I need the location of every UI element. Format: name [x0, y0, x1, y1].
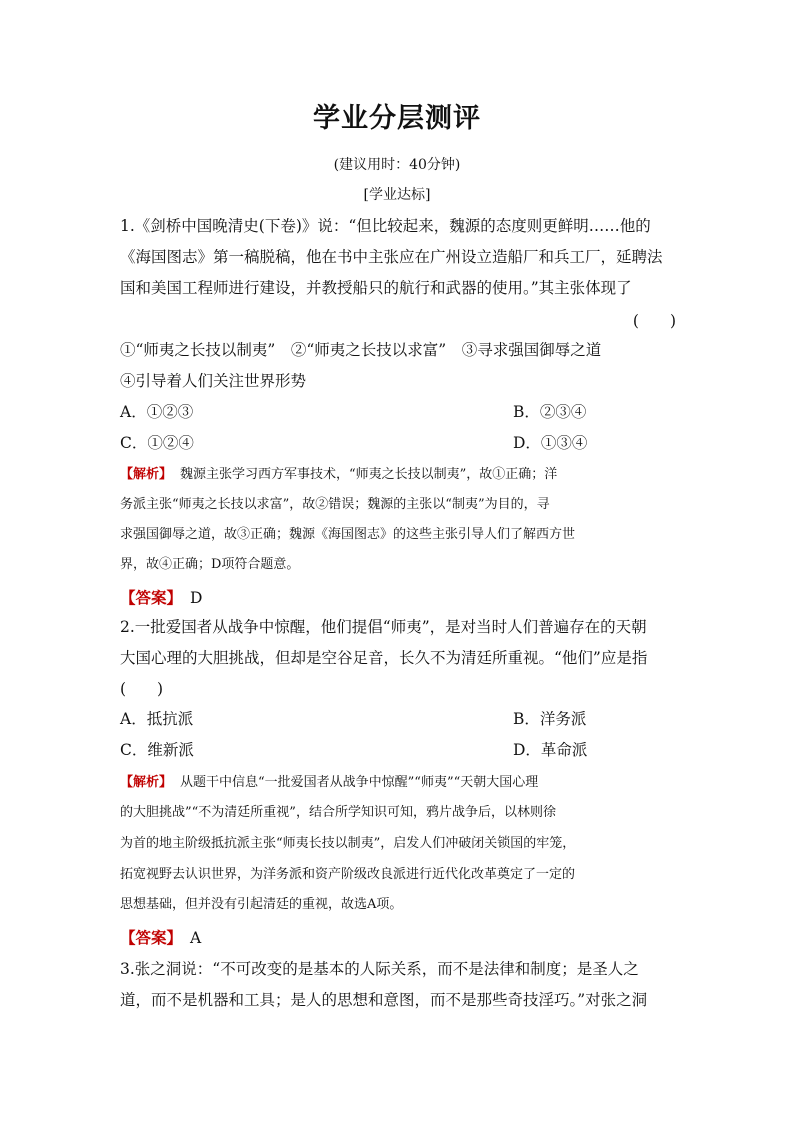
q2-option-b: B．洋务派 — [513, 710, 587, 728]
q2-answer-line — [120, 926, 676, 948]
q1-answer-paren: ( ) — [632, 312, 676, 330]
q1-stem-line: 《海国图志》第一稿脱稿，他在书中主张应在广州设立造船厂和兵工厂，延聘法 — [120, 248, 663, 266]
q1-analysis-line: 务派主张“师夷之长技以求富”，故②错误；魏源的主张以“制夷”为目的，寻 — [120, 497, 550, 512]
analysis-label: 【解析】 — [120, 775, 173, 790]
q1-option-b: B．②③④ — [513, 403, 587, 421]
answer-label: 【答案】 — [120, 928, 183, 947]
analysis-text: 从题干中信息“一批爱国者从战争中惊醒”“师夷”“天朝大国心理 — [180, 775, 539, 790]
q2-analysis-line — [120, 771, 676, 790]
q2-option-a: A．抵抗派 — [120, 710, 194, 728]
q2-option-c: C．维新派 — [120, 741, 194, 759]
analysis-text: 魏源主张学习西方军事技术，“师夷之长技以制夷”，故①正确；洋 — [180, 467, 558, 482]
q1-option-row — [120, 431, 676, 453]
q1-option-a: A．①②③ — [120, 403, 194, 421]
section-heading: [学业达标] — [363, 187, 431, 203]
q2-option-row — [120, 738, 676, 760]
q3-stem-line: 道，而不是机器和工具；是人的思想和意图，而不是那些奇技淫巧。”对张之洞 — [120, 991, 648, 1009]
q1-stem-line: 1.《剑桥中国晚清史(下卷)》说：“但比较起来，魏源的态度则更鲜明……他的 — [120, 217, 651, 235]
q1-analysis-line — [120, 463, 676, 482]
answer-value: D — [190, 589, 203, 607]
page-title: 学业分层测评 — [313, 103, 481, 134]
analysis-label: 【解析】 — [120, 467, 173, 482]
q2-stem-line: 大国心理的大胆挑战，但却是空谷足音，长久不为清廷所重视。“他们”应是指 — [120, 649, 648, 667]
q2-analysis-line: 为首的地主阶级抵抗派主张“师夷长技以制夷”，启发人们冲破闭关锁国的牢笼， — [120, 836, 576, 851]
q1-analysis-line: 求强国御辱之道，故③正确；魏源《海国图志》的这些主张引导人们了解西方世 — [120, 527, 576, 542]
q2-option-row — [120, 707, 676, 729]
q1-option-d: D．①③④ — [513, 434, 588, 452]
q1-items-line: ①“师夷之长技以制夷” ②“师夷之长技以求富” ③寻求强国御辱之道 — [120, 341, 602, 359]
q2-option-d: D．革命派 — [513, 741, 588, 759]
q1-analysis-line: 界，故④正确；D项符合题意。 — [120, 557, 300, 572]
time-hint: (建议用时：40分钟) — [333, 157, 461, 173]
q2-stem-line: 2.一批爱国者从战争中惊醒，他们提倡“师夷”，是对当时人们普遍存在的天朝 — [120, 618, 647, 636]
q2-stem-line: ( ) — [120, 680, 164, 698]
q1-option-row — [120, 400, 676, 422]
q1-stem-line: 国和美国工程师进行建设，并教授船只的航行和武器的使用。”其主张体现了 — [120, 279, 632, 297]
answer-value: A — [190, 929, 202, 947]
answer-label: 【答案】 — [120, 588, 183, 607]
q1-answer-line — [120, 586, 676, 608]
q2-analysis-line: 拓宽视野去认识世界，为洋务派和资产阶级改良派进行近代化改革奠定了一定的 — [120, 867, 576, 882]
q3-stem-line: 3.张之洞说：“不可改变的是基本的人际关系，而不是法律和制度；是圣人之 — [120, 960, 639, 978]
q1-option-c: C．①②④ — [120, 434, 194, 452]
q2-analysis-line: 的大胆挑战”“不为清廷所重视”，结合所学知识可知，鸦片战争后，以林则徐 — [120, 805, 556, 820]
q2-analysis-line: 思想基础，但并没有引起清廷的重视，故选A项。 — [120, 897, 403, 912]
q1-items-line: ④引导着人们关注世界形势 — [120, 372, 307, 390]
